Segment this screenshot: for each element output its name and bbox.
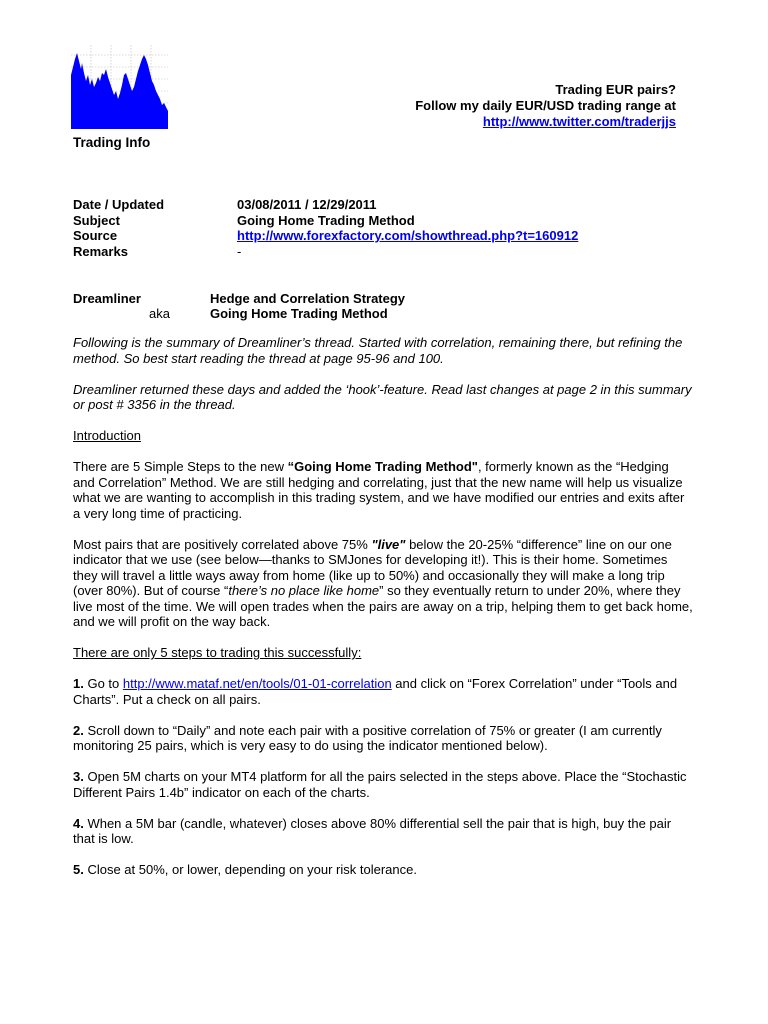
- doc-label: Trading Info: [73, 135, 151, 150]
- step-2: 2. Scroll down to “Daily” and note each pair with a positive correlation of 75% or greater (I am currently monitoring 25 pairs, which is very easy to do using the indicator mentioned below).: [73, 722, 662, 753]
- meta-table: [73, 197, 578, 259]
- summary-note-2: Dreamliner returned these days and added the ‘hook’-feature. Read last changes at page 2 in this summary or post # 3356 in the thread.: [73, 381, 692, 412]
- promo-line-1: Trading EUR pairs?: [555, 82, 676, 97]
- promo-line-2: Follow my daily EUR/USD trading range at: [415, 98, 676, 113]
- step-5: 5. Close at 50%, or lower, depending on your risk tolerance.: [73, 862, 417, 877]
- steps-heading: There are only 5 steps to trading this successfully:: [73, 645, 362, 660]
- strategy-title: Hedge and Correlation Strategy: [210, 291, 406, 306]
- meta-value: 03/08/2011 / 12/29/2011: [237, 197, 377, 212]
- aka-label: aka: [149, 306, 170, 321]
- twitter-link[interactable]: http://www.twitter.com/traderjjs: [482, 114, 676, 129]
- summary-note-1: Following is the summary of Dreamliner’s thread. Started with correlation, remaining there, but refining the method. So best start reading the thread at page 95-96 and 100.: [73, 335, 683, 366]
- meta-key: Source: [73, 228, 118, 243]
- introduction-heading: Introduction: [73, 428, 141, 443]
- meta-row-date: [73, 197, 578, 213]
- author-name: Dreamliner: [73, 291, 141, 306]
- meta-row-remarks: [73, 244, 578, 260]
- price-chart-logo: [71, 45, 168, 129]
- meta-row-subject: [73, 213, 578, 229]
- price-chart-logo-icon: [71, 45, 168, 129]
- step-3: 3. Open 5M charts on your MT4 platform for all the pairs selected in the steps above. Place the “Stochastic Different Pairs 1.4b” indicator on each of the charts.: [73, 769, 687, 800]
- mataf-link[interactable]: http://www.mataf.net/en/tools/01-01-correlation: [122, 676, 392, 691]
- meta-key: Date / Updated: [73, 197, 165, 212]
- title-block: [73, 291, 405, 321]
- meta-key: Remarks: [73, 243, 128, 259]
- step-1: 1. Go to http://www.mataf.net/en/tools/01-01-correlation and click on “Forex Correlation” under “Tools and Charts”. Put a check on all pairs.: [73, 676, 678, 707]
- document-body: [73, 335, 693, 893]
- paragraph-2: Most pairs that are positively correlated above 75% "live" below the 20-25% “difference” line on our one indicator that we use (see below—thanks to SMJones for developing it!). This is their home. Sometimes they will travel a little ways away from home (like up to 50%) and occasionally they will make a long trip (over 80%). But of course “there’s no place like home” so they eventually return to under 20%, where they live most of the time. We will open trades when the pairs are away on a trip, helping them to get back home, and we will profit on the way back.: [73, 536, 693, 629]
- method-title: Going Home Trading Method: [210, 306, 388, 321]
- promo-header: [415, 82, 676, 130]
- meta-key: Subject: [73, 212, 120, 228]
- meta-value: -: [237, 243, 242, 259]
- paragraph-1: There are 5 Simple Steps to the new “Going Home Trading Method", formerly known as the “Hedging and Correlation” Method. We are still hedging and correlating, just that the new name will help us visualize what we are wanting to accomplish in this trading system, and we have modified our entries and exits after a very long time of practicing.: [73, 459, 685, 521]
- meta-row-source: [73, 228, 578, 244]
- meta-value: Going Home Trading Method: [237, 212, 415, 228]
- step-4: 4. When a 5M bar (candle, whatever) closes above 80% differential sell the pair that is high, buy the pair that is low.: [73, 815, 672, 846]
- source-link[interactable]: http://www.forexfactory.com/showthread.php?t=160912: [237, 228, 579, 243]
